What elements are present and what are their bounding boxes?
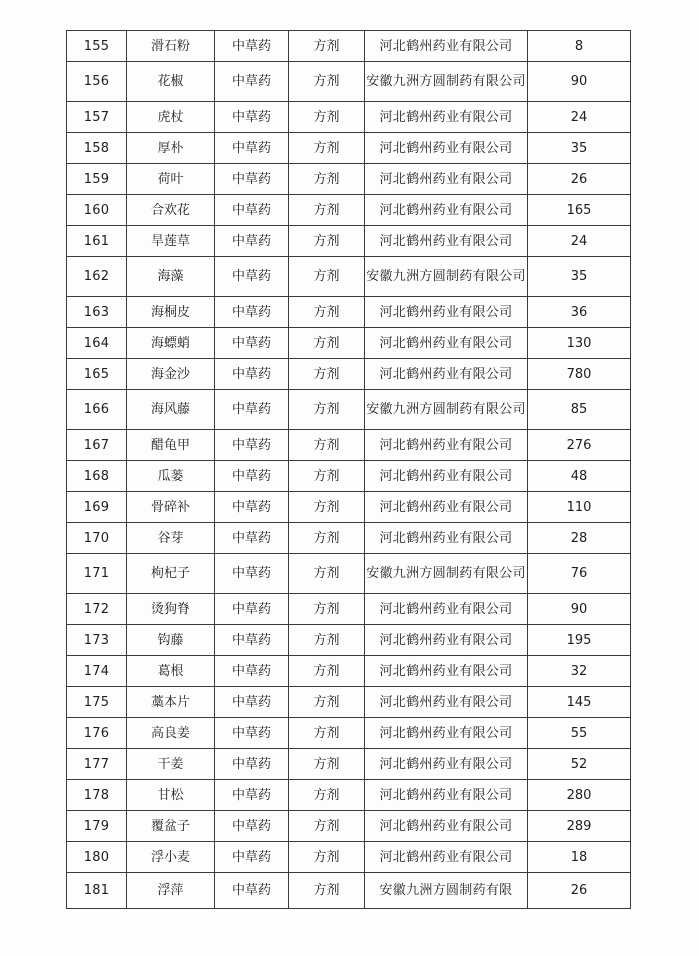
supplier-cell: 河北鹤州药业有限公司 bbox=[365, 195, 528, 226]
herb-name-cell: 甘松 bbox=[127, 780, 215, 811]
row-number-cell: 161 bbox=[67, 226, 127, 257]
supplier-cell: 安徽九洲方圆制药有限 bbox=[365, 873, 528, 909]
form-cell: 方剂 bbox=[289, 195, 365, 226]
table-row bbox=[67, 811, 631, 842]
category-cell: 中草药 bbox=[215, 811, 289, 842]
form-cell: 方剂 bbox=[289, 430, 365, 461]
category-cell: 中草药 bbox=[215, 164, 289, 195]
herb-name-cell: 钩藤 bbox=[127, 625, 215, 656]
supplier-cell: 河北鹤州药业有限公司 bbox=[365, 297, 528, 328]
category-cell: 中草药 bbox=[215, 492, 289, 523]
herb-name-cell: 枸杞子 bbox=[127, 554, 215, 594]
row-number-cell: 167 bbox=[67, 430, 127, 461]
form-cell: 方剂 bbox=[289, 164, 365, 195]
herb-name-cell: 厚朴 bbox=[127, 133, 215, 164]
row-number-cell: 179 bbox=[67, 811, 127, 842]
row-number-cell: 166 bbox=[67, 390, 127, 430]
supplier-cell: 河北鹤州药业有限公司 bbox=[365, 461, 528, 492]
herb-name-cell: 海螵蛸 bbox=[127, 328, 215, 359]
quantity-cell: 18 bbox=[528, 842, 631, 873]
supplier-cell: 河北鹤州药业有限公司 bbox=[365, 594, 528, 625]
table-row bbox=[67, 430, 631, 461]
supplier-cell: 河北鹤州药业有限公司 bbox=[365, 133, 528, 164]
quantity-cell: 55 bbox=[528, 718, 631, 749]
category-cell: 中草药 bbox=[215, 62, 289, 102]
form-cell: 方剂 bbox=[289, 873, 365, 909]
category-cell: 中草药 bbox=[215, 554, 289, 594]
category-cell: 中草药 bbox=[215, 594, 289, 625]
category-cell: 中草药 bbox=[215, 133, 289, 164]
row-number-cell: 178 bbox=[67, 780, 127, 811]
row-number-cell: 155 bbox=[67, 31, 127, 62]
quantity-cell: 110 bbox=[528, 492, 631, 523]
quantity-cell: 76 bbox=[528, 554, 631, 594]
supplier-cell: 安徽九洲方圆制药有限公司 bbox=[365, 554, 528, 594]
supplier-cell: 河北鹤州药业有限公司 bbox=[365, 718, 528, 749]
form-cell: 方剂 bbox=[289, 257, 365, 297]
table-body bbox=[67, 31, 631, 909]
row-number-cell: 177 bbox=[67, 749, 127, 780]
supplier-cell: 安徽九洲方圆制药有限公司 bbox=[365, 62, 528, 102]
category-cell: 中草药 bbox=[215, 625, 289, 656]
table-row bbox=[67, 492, 631, 523]
table-row bbox=[67, 359, 631, 390]
category-cell: 中草药 bbox=[215, 461, 289, 492]
medicine-table bbox=[66, 30, 631, 909]
form-cell: 方剂 bbox=[289, 31, 365, 62]
supplier-cell: 河北鹤州药业有限公司 bbox=[365, 842, 528, 873]
quantity-cell: 165 bbox=[528, 195, 631, 226]
category-cell: 中草药 bbox=[215, 102, 289, 133]
category-cell: 中草药 bbox=[215, 359, 289, 390]
row-number-cell: 180 bbox=[67, 842, 127, 873]
table-row bbox=[67, 226, 631, 257]
herb-name-cell: 高良姜 bbox=[127, 718, 215, 749]
quantity-cell: 24 bbox=[528, 102, 631, 133]
category-cell: 中草药 bbox=[215, 297, 289, 328]
table-row bbox=[67, 749, 631, 780]
table-row bbox=[67, 625, 631, 656]
supplier-cell: 河北鹤州药业有限公司 bbox=[365, 164, 528, 195]
form-cell: 方剂 bbox=[289, 554, 365, 594]
herb-name-cell: 干姜 bbox=[127, 749, 215, 780]
herb-name-cell: 海风藤 bbox=[127, 390, 215, 430]
table-row bbox=[67, 873, 631, 909]
category-cell: 中草药 bbox=[215, 195, 289, 226]
category-cell: 中草药 bbox=[215, 842, 289, 873]
table-row bbox=[67, 390, 631, 430]
quantity-cell: 289 bbox=[528, 811, 631, 842]
supplier-cell: 河北鹤州药业有限公司 bbox=[365, 359, 528, 390]
category-cell: 中草药 bbox=[215, 873, 289, 909]
herb-name-cell: 花椒 bbox=[127, 62, 215, 102]
row-number-cell: 175 bbox=[67, 687, 127, 718]
category-cell: 中草药 bbox=[215, 749, 289, 780]
herb-name-cell: 海桐皮 bbox=[127, 297, 215, 328]
table-row bbox=[67, 780, 631, 811]
table-row bbox=[67, 523, 631, 554]
herb-name-cell: 骨碎补 bbox=[127, 492, 215, 523]
supplier-cell: 河北鹤州药业有限公司 bbox=[365, 102, 528, 133]
quantity-cell: 35 bbox=[528, 257, 631, 297]
table-row bbox=[67, 687, 631, 718]
form-cell: 方剂 bbox=[289, 718, 365, 749]
form-cell: 方剂 bbox=[289, 62, 365, 102]
supplier-cell: 河北鹤州药业有限公司 bbox=[365, 31, 528, 62]
quantity-cell: 24 bbox=[528, 226, 631, 257]
table-row bbox=[67, 297, 631, 328]
table-row bbox=[67, 461, 631, 492]
form-cell: 方剂 bbox=[289, 328, 365, 359]
category-cell: 中草药 bbox=[215, 656, 289, 687]
form-cell: 方剂 bbox=[289, 523, 365, 554]
herb-name-cell: 浮小麦 bbox=[127, 842, 215, 873]
herb-name-cell: 覆盆子 bbox=[127, 811, 215, 842]
table-row bbox=[67, 257, 631, 297]
form-cell: 方剂 bbox=[289, 461, 365, 492]
table-row bbox=[67, 62, 631, 102]
form-cell: 方剂 bbox=[289, 656, 365, 687]
supplier-cell: 河北鹤州药业有限公司 bbox=[365, 656, 528, 687]
form-cell: 方剂 bbox=[289, 625, 365, 656]
table-row bbox=[67, 195, 631, 226]
quantity-cell: 276 bbox=[528, 430, 631, 461]
herb-name-cell: 葛根 bbox=[127, 656, 215, 687]
quantity-cell: 8 bbox=[528, 31, 631, 62]
form-cell: 方剂 bbox=[289, 749, 365, 780]
table-row bbox=[67, 31, 631, 62]
quantity-cell: 52 bbox=[528, 749, 631, 780]
row-number-cell: 165 bbox=[67, 359, 127, 390]
category-cell: 中草药 bbox=[215, 687, 289, 718]
supplier-cell: 河北鹤州药业有限公司 bbox=[365, 430, 528, 461]
row-number-cell: 162 bbox=[67, 257, 127, 297]
quantity-cell: 130 bbox=[528, 328, 631, 359]
supplier-cell: 河北鹤州药业有限公司 bbox=[365, 625, 528, 656]
row-number-cell: 159 bbox=[67, 164, 127, 195]
row-number-cell: 173 bbox=[67, 625, 127, 656]
supplier-cell: 河北鹤州药业有限公司 bbox=[365, 687, 528, 718]
herb-name-cell: 海金沙 bbox=[127, 359, 215, 390]
table-row bbox=[67, 594, 631, 625]
row-number-cell: 170 bbox=[67, 523, 127, 554]
row-number-cell: 163 bbox=[67, 297, 127, 328]
herb-name-cell: 虎杖 bbox=[127, 102, 215, 133]
category-cell: 中草药 bbox=[215, 718, 289, 749]
quantity-cell: 26 bbox=[528, 873, 631, 909]
quantity-cell: 90 bbox=[528, 594, 631, 625]
herb-name-cell: 醋龟甲 bbox=[127, 430, 215, 461]
form-cell: 方剂 bbox=[289, 390, 365, 430]
row-number-cell: 157 bbox=[67, 102, 127, 133]
row-number-cell: 169 bbox=[67, 492, 127, 523]
row-number-cell: 168 bbox=[67, 461, 127, 492]
form-cell: 方剂 bbox=[289, 780, 365, 811]
category-cell: 中草药 bbox=[215, 430, 289, 461]
table-row bbox=[67, 133, 631, 164]
form-cell: 方剂 bbox=[289, 687, 365, 718]
quantity-cell: 48 bbox=[528, 461, 631, 492]
row-number-cell: 164 bbox=[67, 328, 127, 359]
quantity-cell: 35 bbox=[528, 133, 631, 164]
row-number-cell: 172 bbox=[67, 594, 127, 625]
row-number-cell: 181 bbox=[67, 873, 127, 909]
supplier-cell: 河北鹤州药业有限公司 bbox=[365, 749, 528, 780]
quantity-cell: 36 bbox=[528, 297, 631, 328]
row-number-cell: 160 bbox=[67, 195, 127, 226]
herb-name-cell: 谷芽 bbox=[127, 523, 215, 554]
category-cell: 中草药 bbox=[215, 523, 289, 554]
form-cell: 方剂 bbox=[289, 297, 365, 328]
herb-name-cell: 荷叶 bbox=[127, 164, 215, 195]
supplier-cell: 河北鹤州药业有限公司 bbox=[365, 780, 528, 811]
herb-name-cell: 烫狗脊 bbox=[127, 594, 215, 625]
herb-name-cell: 滑石粉 bbox=[127, 31, 215, 62]
category-cell: 中草药 bbox=[215, 226, 289, 257]
form-cell: 方剂 bbox=[289, 102, 365, 133]
quantity-cell: 780 bbox=[528, 359, 631, 390]
table-row bbox=[67, 102, 631, 133]
category-cell: 中草药 bbox=[215, 390, 289, 430]
form-cell: 方剂 bbox=[289, 492, 365, 523]
herb-name-cell: 瓜蒌 bbox=[127, 461, 215, 492]
supplier-cell: 河北鹤州药业有限公司 bbox=[365, 811, 528, 842]
form-cell: 方剂 bbox=[289, 842, 365, 873]
quantity-cell: 28 bbox=[528, 523, 631, 554]
form-cell: 方剂 bbox=[289, 811, 365, 842]
table-row bbox=[67, 164, 631, 195]
herb-name-cell: 旱莲草 bbox=[127, 226, 215, 257]
table-row bbox=[67, 842, 631, 873]
quantity-cell: 145 bbox=[528, 687, 631, 718]
category-cell: 中草药 bbox=[215, 780, 289, 811]
row-number-cell: 158 bbox=[67, 133, 127, 164]
quantity-cell: 280 bbox=[528, 780, 631, 811]
form-cell: 方剂 bbox=[289, 359, 365, 390]
row-number-cell: 171 bbox=[67, 554, 127, 594]
form-cell: 方剂 bbox=[289, 594, 365, 625]
herb-name-cell: 藁本片 bbox=[127, 687, 215, 718]
row-number-cell: 156 bbox=[67, 62, 127, 102]
table-row bbox=[67, 328, 631, 359]
supplier-cell: 安徽九洲方圆制药有限公司 bbox=[365, 390, 528, 430]
supplier-cell: 河北鹤州药业有限公司 bbox=[365, 492, 528, 523]
herb-name-cell: 合欢花 bbox=[127, 195, 215, 226]
category-cell: 中草药 bbox=[215, 31, 289, 62]
row-number-cell: 174 bbox=[67, 656, 127, 687]
quantity-cell: 85 bbox=[528, 390, 631, 430]
category-cell: 中草药 bbox=[215, 328, 289, 359]
supplier-cell: 河北鹤州药业有限公司 bbox=[365, 328, 528, 359]
quantity-cell: 90 bbox=[528, 62, 631, 102]
quantity-cell: 195 bbox=[528, 625, 631, 656]
supplier-cell: 河北鹤州药业有限公司 bbox=[365, 226, 528, 257]
herb-name-cell: 浮萍 bbox=[127, 873, 215, 909]
supplier-cell: 安徽九洲方圆制药有限公司 bbox=[365, 257, 528, 297]
quantity-cell: 32 bbox=[528, 656, 631, 687]
supplier-cell: 河北鹤州药业有限公司 bbox=[365, 523, 528, 554]
row-number-cell: 176 bbox=[67, 718, 127, 749]
quantity-cell: 26 bbox=[528, 164, 631, 195]
form-cell: 方剂 bbox=[289, 133, 365, 164]
table-row bbox=[67, 656, 631, 687]
herb-name-cell: 海藻 bbox=[127, 257, 215, 297]
table-row bbox=[67, 554, 631, 594]
table-row bbox=[67, 718, 631, 749]
form-cell: 方剂 bbox=[289, 226, 365, 257]
category-cell: 中草药 bbox=[215, 257, 289, 297]
